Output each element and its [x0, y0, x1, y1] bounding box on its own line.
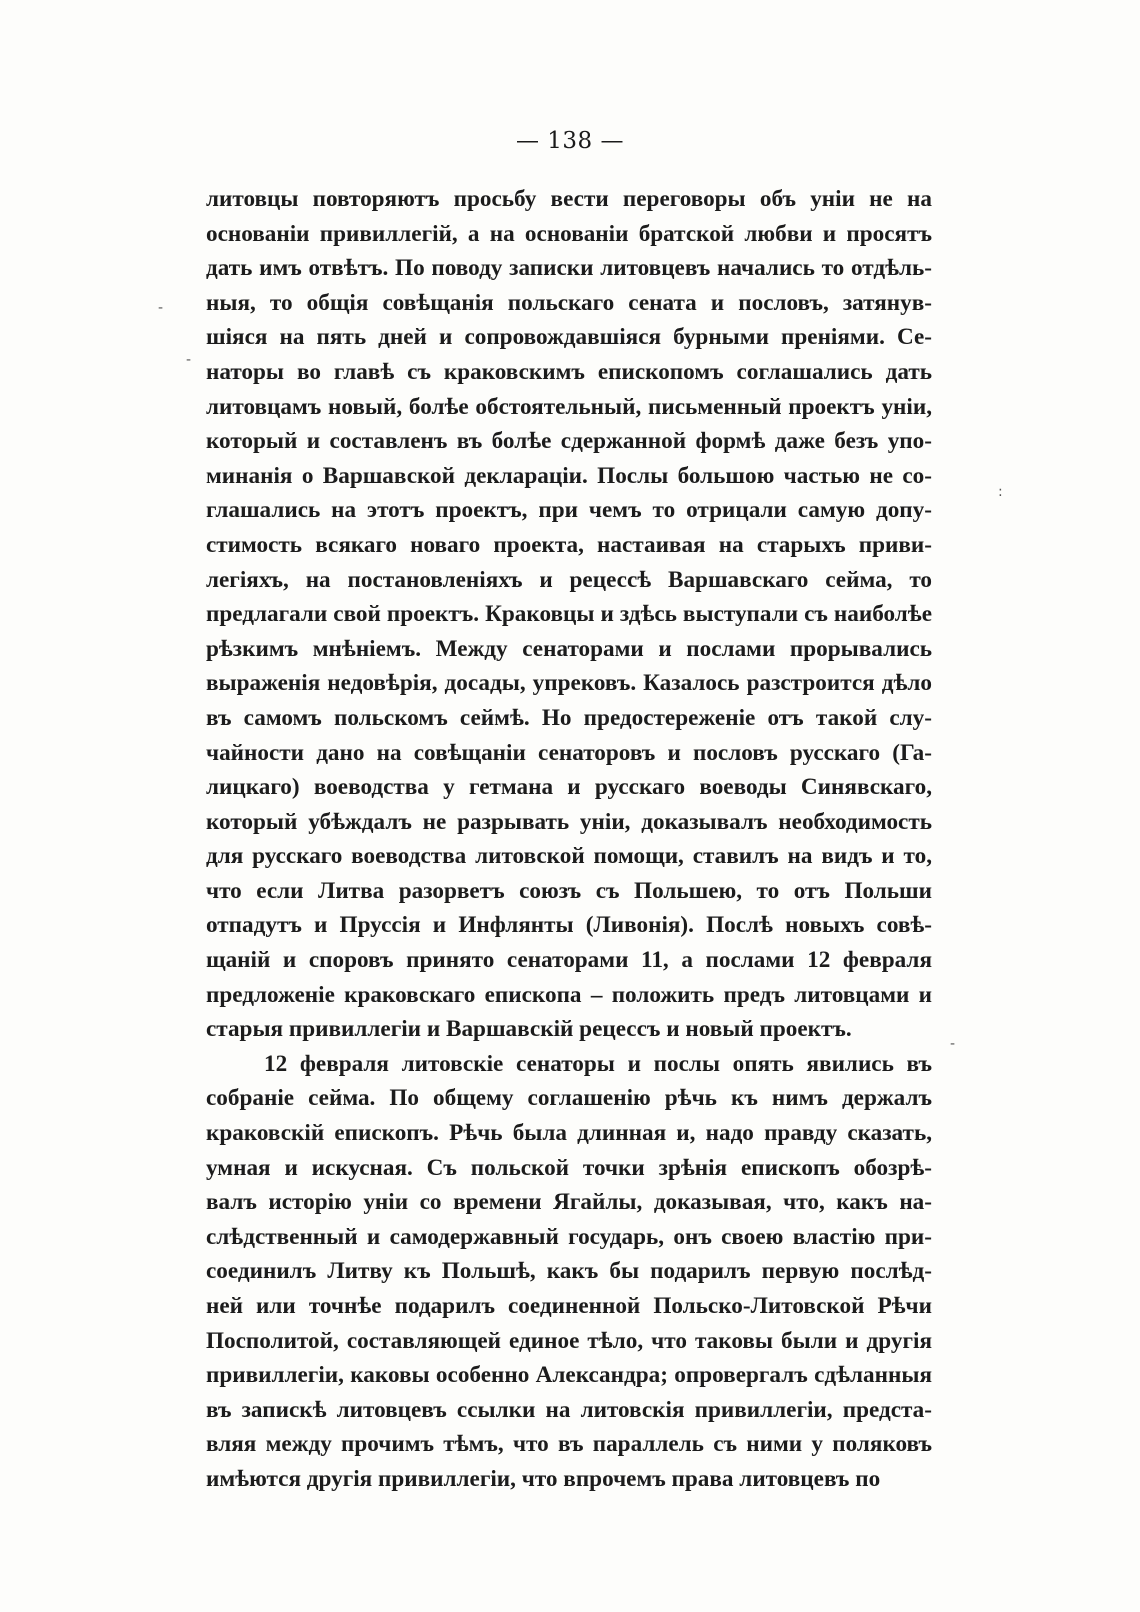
text-line: легіяхъ, на постановленіяхъ и рецессѣ Варшавскаго сейма, то [206, 566, 932, 593]
text-line: старыя привиллегіи и Варшавскій рецессъ и новый проектъ. [206, 1016, 852, 1043]
text-line: въ запискѣ литовцевъ ссылки на литовскія привиллегіи, предста- [206, 1396, 932, 1423]
text-line: который убѣждалъ не разрывать уніи, доказывалъ необходимость [206, 808, 932, 835]
text-line: шіяся на пять дней и сопровождавшіяся бурными преніями. Се- [206, 324, 932, 351]
margin-speck: : [998, 484, 1003, 500]
text-line: вляя между прочимъ тѣмъ, что въ параллель съ ними у поляковъ [206, 1431, 932, 1458]
text-line: дать имъ отвѣтъ. По поводу записки литовцевъ начались то отдѣль- [206, 255, 932, 282]
text-line: умная и искусная. Съ польской точки зрѣнія епископъ обозрѣ- [206, 1154, 932, 1181]
body-text [206, 182, 932, 1497]
text-line: валъ исторію уніи со времени Ягайлы, доказывая, что, какъ на- [206, 1189, 932, 1216]
margin-speck: - [950, 1036, 956, 1052]
text-line: лицкаго) воеводства у гетмана и русскаго воеводы Синявскаго, [206, 774, 932, 801]
text-line: Посполитой, составляющей единое тѣло, что таковы были и другія [206, 1327, 932, 1354]
margin-speck: - [186, 352, 192, 368]
text-line: ныя, то общія совѣщанія польскаго сената и пословъ, затянув- [206, 289, 932, 316]
text-line: рѣзкимъ мнѣніемъ. Между сенаторами и послами прорывались [206, 635, 932, 662]
paragraph [206, 1047, 932, 1497]
text-line: который и составленъ въ болѣе сдержанной формѣ даже безъ упо- [206, 428, 932, 455]
text-line: 12 февраля литовскіе сенаторы и послы опять явились въ [264, 1050, 932, 1077]
text-line: привиллегіи, каковы особенно Александра; опровергалъ сдѣланныя [206, 1362, 932, 1389]
text-line: основаніи привиллегій, а на основаніи братской любви и просятъ [206, 220, 932, 247]
page-number: — 138 — [515, 128, 625, 154]
text-line: глашались на этотъ проектъ, при чемъ то отрицали самую допу- [206, 497, 932, 524]
text-line: слѣдственный и самодержавный государь, онъ своею властію при- [206, 1223, 932, 1250]
text-line: литовцамъ новый, болѣе обстоятельный, письменный проектъ уніи, [206, 393, 932, 420]
text-line: наторы во главѣ съ краковскимъ епископомъ соглашались дать [206, 358, 932, 385]
margin-speck: - [158, 300, 164, 316]
text-line: краковскій епископъ. Рѣчь была длинная и, надо правду сказать, [206, 1120, 932, 1147]
text-line: минанія о Варшавской декларацiи. Послы большою частью не со- [206, 462, 932, 489]
text-line: стимость всякаго новаго проекта, настаивая на старыхъ приви- [206, 531, 932, 558]
text-line: отпадутъ и Пруссія и Инфлянты (Ливонія). Послѣ новыхъ совѣ- [206, 912, 932, 939]
paragraph [206, 182, 932, 1047]
text-line: для русскаго воеводства литовской помощи, ставилъ на видъ и то, [206, 843, 932, 870]
text-line: предложеніе краковскаго епископа – положить предъ литовцами и [206, 981, 932, 1008]
text-line: соединилъ Литву къ Польшѣ, какъ бы подарилъ первую послѣд- [206, 1258, 932, 1285]
text-line: щаній и споровъ принято сенаторами 11, а послами 12 февраля [206, 947, 932, 974]
text-line: имѣются другія привиллегіи, что впрочемъ права литовцевъ по [206, 1465, 881, 1492]
text-line: чайности дано на совѣщаніи сенаторовъ и пословъ русскаго (Га- [206, 739, 932, 766]
text-line: выраженія недовѣрія, досады, упрековъ. Казалось разстроится дѣло [206, 670, 932, 697]
text-line: собраніе сейма. По общему соглашенію рѣчь къ нимъ держалъ [206, 1085, 932, 1112]
text-line: ней или точнѣе подарилъ соединенной Польско-Литовской Рѣчи [206, 1293, 932, 1319]
text-line: литовцы повторяютъ просьбу вести переговоры объ уніи не на [206, 186, 932, 212]
text-line: предлагали свой проектъ. Краковцы и здѣсь выступали съ наиболѣе [206, 601, 932, 628]
text-line: что если Литва разорветъ союзъ съ Польшею, то отъ Польши [206, 877, 932, 904]
text-line: въ самомъ польскомъ сеймѣ. Но предостереженіе отъ такой слу- [206, 704, 932, 731]
